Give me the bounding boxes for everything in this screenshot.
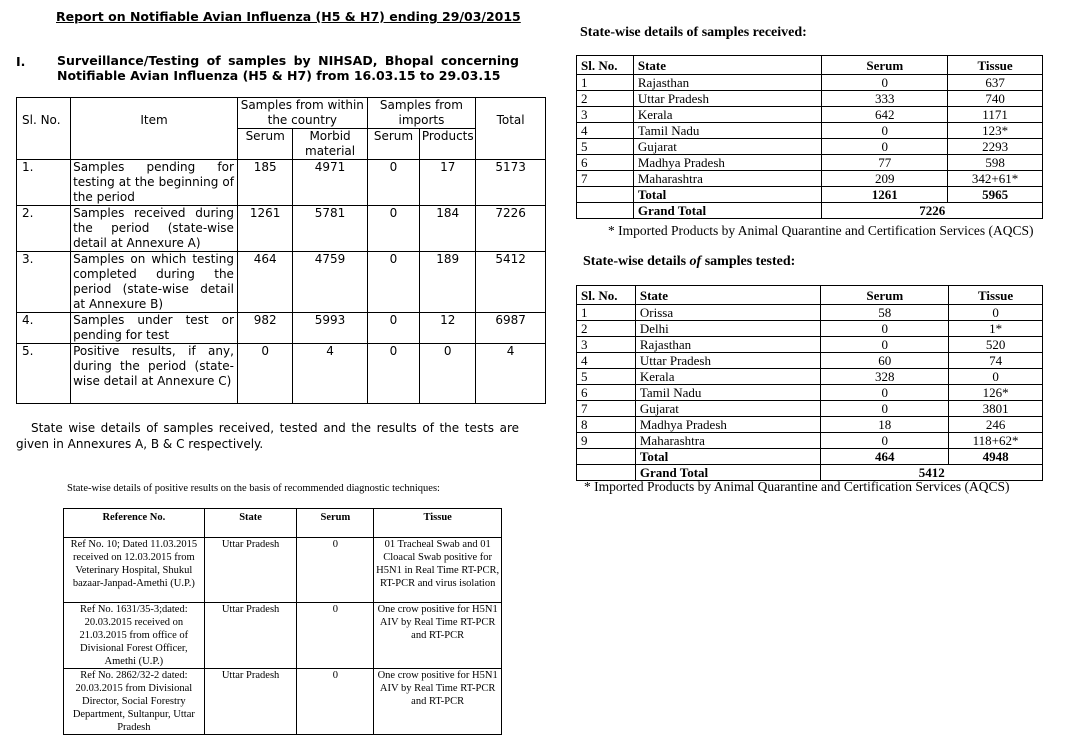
item-text: Positive results, if any, during the period (state-wise detail at Annexure C) [71,344,238,404]
serum-header: Serum [237,129,293,160]
grand-total-value: 5412 [821,465,1043,481]
tested-footnote: * Imported Products by Animal Quarantine and Certification Services (AQCS) [584,479,1010,494]
serum-value: 185 [237,160,293,206]
tissue-header: Tissue [374,509,502,538]
sl-no: 7 [577,171,634,187]
serum-value: 0 [821,433,949,449]
total-serum: 1261 [822,187,948,203]
state: Madhya Pradesh [633,155,822,171]
serum-value: 464 [237,252,293,313]
serum-value: 0 [297,603,374,669]
tissue-value: 118+62* [949,433,1043,449]
table-row [577,305,1043,321]
tissue-value: 342+61* [948,171,1043,187]
total-value: 4 [476,344,546,404]
sl-no: 5 [577,369,636,385]
import-serum-value: 0 [367,252,420,313]
products-value: 189 [420,252,476,313]
table-row [577,107,1043,123]
state: Rajasthan [635,337,821,353]
sl-no: 4 [577,123,634,139]
within-country-header: Samples from within the country [237,98,367,129]
sl-no: 3. [17,252,71,313]
sl-no: 7 [577,401,636,417]
sl-no: 1 [577,75,634,91]
serum-value: 642 [822,107,948,123]
sl-no: 2. [17,206,71,252]
positive-results-title: State-wise details of positive results on the basis of recommended diagnostic techniques: [67,483,440,494]
products-value: 17 [420,160,476,206]
serum-value: 0 [297,538,374,603]
table-row [577,417,1043,433]
tissue-value: 126* [949,385,1043,401]
serum-value: 209 [822,171,948,187]
state: Gujarat [635,401,821,417]
annexure-note [16,421,519,452]
tissue-value: 0 [949,305,1043,321]
report-title: Report on Notifiable Avian Influenza (H5 & H7) ending 29/03/2015 [56,9,521,24]
import-serum-value: 0 [367,344,420,404]
serum-value: 0 [822,75,948,91]
reference: Ref No. 2862/32-2 dated: 20.03.2015 from Divisional Director, Social Forestry Department, Sultanpur, Uttar Pradesh [64,669,205,735]
total-header: Total [476,98,546,160]
sl-no: 2 [577,321,636,337]
section-number: I. [16,54,26,69]
tissue-header: Tissue [948,56,1043,75]
serum-value: 0 [821,385,949,401]
positive-results-table [63,508,502,735]
morbid-value: 4 [293,344,367,404]
state-header: State [633,56,822,75]
item-text: Samples pending for testing at the beginning of the period [71,160,238,206]
table-row [17,313,546,344]
grand-total-label: Grand Total [635,465,821,481]
tissue-header: Tissue [949,286,1043,305]
state: Rajasthan [633,75,822,91]
item-text: Samples received during the period (state-wise detail at Annexure A) [71,206,238,252]
tissue-value: 598 [948,155,1043,171]
sl-no: 5. [17,344,71,404]
table-row [577,337,1043,353]
tissue-value: 1* [949,321,1043,337]
state-header: State [635,286,821,305]
tissue-value: 01 Tracheal Swab and 01 Cloacal Swab positive for H5N1 in Real Time RT-PCR, RT-PCR and virus isolation [374,538,502,603]
table-row [17,206,546,252]
serum-value: 58 [821,305,949,321]
surveillance-table [16,97,546,404]
serum-value: 0 [821,321,949,337]
total-label: Total [635,449,821,465]
total-tissue: 5965 [948,187,1043,203]
serum-value: 0 [237,344,293,404]
serum-value: 77 [822,155,948,171]
tissue-value: One crow positive for H5N1 AIV by Real Time RT-PCR and RT-PCR [374,669,502,735]
grand-total-value: 7226 [822,203,1043,219]
ref-header: Reference No. [64,509,205,538]
state: Kerala [633,107,822,123]
tissue-value: 3801 [949,401,1043,417]
table-row [577,433,1043,449]
sl-no: 3 [577,337,636,353]
state: Uttar Pradesh [204,603,297,669]
section-heading: Surveillance/Testing of samples by NIHSAD, Bhopal concerning Notifiable Avian Influenza (H5 & H7) from 16.03.15 to 29.03.15 [57,53,519,83]
tested-title [583,254,795,270]
sl-no: 5 [577,139,634,155]
sl-no: 1 [577,305,636,321]
received-footnote: * Imported Products by Animal Quarantine and Certification Services (AQCS) [608,223,1034,238]
morbid-value: 5993 [293,313,367,344]
sl-no: 6 [577,385,636,401]
table-row [577,385,1043,401]
tissue-value: 246 [949,417,1043,433]
table-row [577,353,1043,369]
annexure-note-text: State wise details of samples received, tested and the results of the tests are given in Annexures A, B & C respectively. [16,421,519,451]
reference: Ref No. 1631/35-3;dated: 20.03.2015 received on 21.03.2015 from office of Divisional Forest Officer, Amethi (U.P.) [64,603,205,669]
tested-title-pre: State-wise details [583,254,690,269]
reference: Ref No. 10; Dated 11.03.2015 received on 12.03.2015 from Veterinary Hospital, Shukul bazaar-Janpad-Amethi (U.P.) [64,538,205,603]
state: Maharashtra [635,433,821,449]
table-row [17,160,546,206]
tissue-value: 637 [948,75,1043,91]
state-header: State [204,509,297,538]
state: Tamil Nadu [635,385,821,401]
tested-title-em: of [689,254,702,269]
serum-header: Serum [822,56,948,75]
import-serum-header: Serum [367,129,420,160]
sl-no: 4 [577,353,636,369]
imports-header: Samples from imports [367,98,475,129]
table-row [17,252,546,313]
tissue-value: 520 [949,337,1043,353]
total-label: Total [633,187,822,203]
table-row [17,344,546,404]
item-text: Samples on which testing completed during the period (state-wise detail at Annexure B) [71,252,238,313]
serum-value: 18 [821,417,949,433]
sl-no: 3 [577,107,634,123]
products-value: 184 [420,206,476,252]
tested-table [576,285,1043,481]
state: Tamil Nadu [633,123,822,139]
table-row [577,171,1043,187]
morbid-value: 5781 [293,206,367,252]
serum-value: 1261 [237,206,293,252]
sl-no: 2 [577,91,634,107]
table-row [64,538,502,603]
import-serum-value: 0 [367,206,420,252]
table-row [577,369,1043,385]
total-value: 6987 [476,313,546,344]
sl-header: Sl. No. [577,286,636,305]
sl-no: 6 [577,155,634,171]
total-tissue: 4948 [949,449,1043,465]
tissue-value: One crow positive for H5N1 AIV by Real Time RT-PCR and RT-PCR [374,603,502,669]
serum-value: 0 [297,669,374,735]
serum-value: 0 [821,337,949,353]
state: Uttar Pradesh [204,538,297,603]
sl-no: 4. [17,313,71,344]
received-title: State-wise details of samples received: [580,25,807,40]
state: Maharashtra [633,171,822,187]
item-header: Item [71,98,238,160]
serum-value: 0 [821,401,949,417]
tissue-value: 2293 [948,139,1043,155]
morbid-value: 4759 [293,252,367,313]
total-value: 5173 [476,160,546,206]
table-row [577,155,1043,171]
sl-header: Sl. No. [577,56,634,75]
sl-no: 8 [577,417,636,433]
serum-value: 328 [821,369,949,385]
import-serum-value: 0 [367,160,420,206]
item-text: Samples under test or pending for test [71,313,238,344]
state: Uttar Pradesh [204,669,297,735]
morbid-value: 4971 [293,160,367,206]
grand-total-label: Grand Total [633,203,822,219]
state: Uttar Pradesh [633,91,822,107]
total-value: 7226 [476,206,546,252]
sl-no-header: Sl. No. [17,98,71,160]
serum-value: 333 [822,91,948,107]
tissue-value: 0 [949,369,1043,385]
serum-header: Serum [297,509,374,538]
table-row [577,321,1043,337]
serum-header: Serum [821,286,949,305]
table-row [577,139,1043,155]
sl-no: 1. [17,160,71,206]
serum-value: 0 [822,139,948,155]
tissue-value: 74 [949,353,1043,369]
table-row [64,603,502,669]
sl-no: 9 [577,433,636,449]
total-serum: 464 [821,449,949,465]
tissue-value: 1171 [948,107,1043,123]
state: Orissa [635,305,821,321]
state: Delhi [635,321,821,337]
products-value: 12 [420,313,476,344]
products-header: Products [420,129,476,160]
products-value: 0 [420,344,476,404]
serum-value: 60 [821,353,949,369]
serum-value: 982 [237,313,293,344]
state: Madhya Pradesh [635,417,821,433]
table-row [577,75,1043,91]
import-serum-value: 0 [367,313,420,344]
received-table [576,55,1043,219]
table-row [577,401,1043,417]
state: Kerala [635,369,821,385]
serum-value: 0 [822,123,948,139]
tissue-value: 123* [948,123,1043,139]
table-row [64,669,502,735]
tested-title-post: samples tested: [701,254,796,269]
table-row [577,91,1043,107]
table-row [577,123,1043,139]
total-value: 5412 [476,252,546,313]
state: Uttar Pradesh [635,353,821,369]
morbid-header: Morbid material [293,129,367,160]
tissue-value: 740 [948,91,1043,107]
state: Gujarat [633,139,822,155]
